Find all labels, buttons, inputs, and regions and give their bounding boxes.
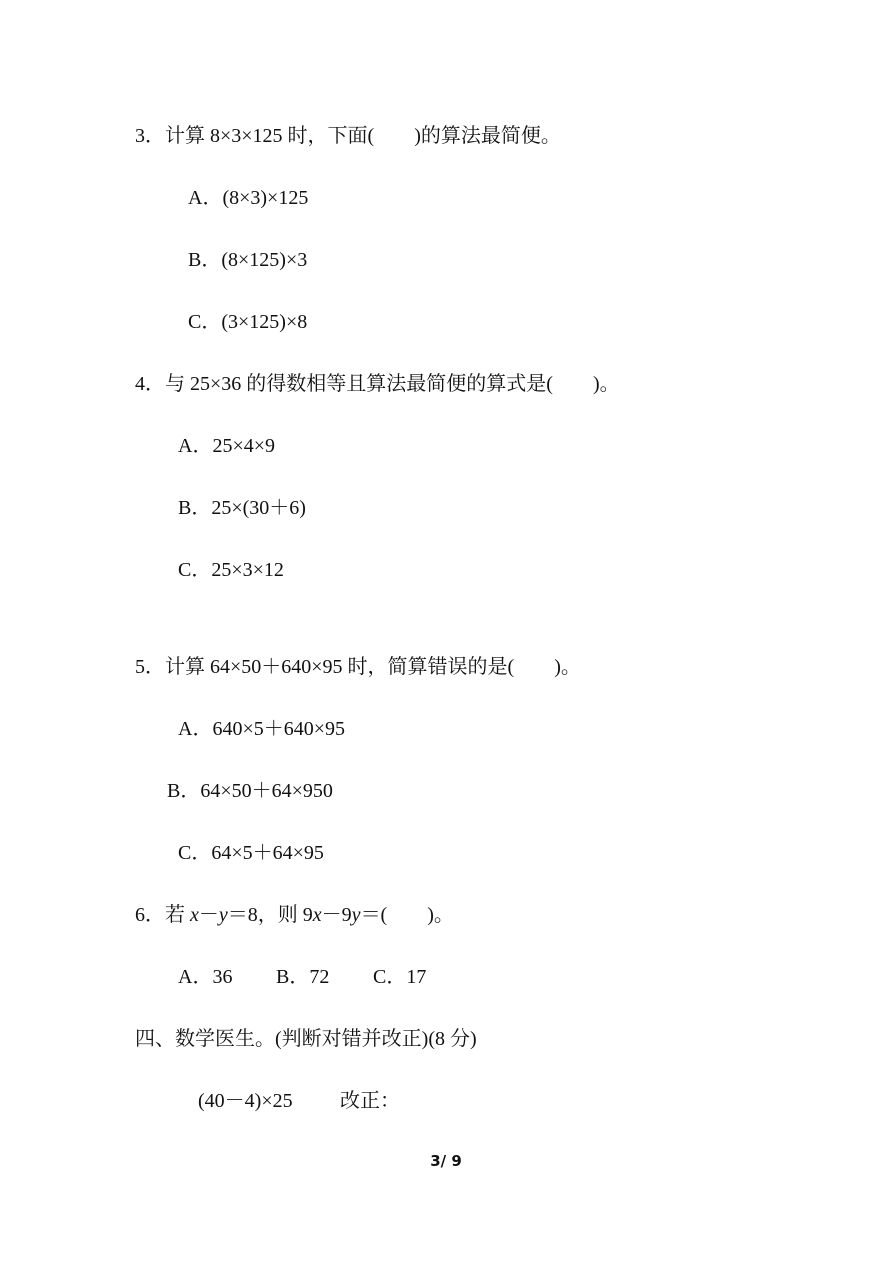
question-4-stem: 4．与 25×36 的得数相等且算法最简便的算式是( )。 [135, 373, 620, 395]
question-6-option-b: B．72 [276, 966, 330, 988]
question-5-option-c: C．64×5＋64×95 [178, 842, 324, 864]
question-3-stem: 3．计算 8×3×125 时，下面( )的算法最简便。 [135, 125, 561, 147]
question-3-option-c: C．(3×125)×8 [188, 311, 308, 333]
question-3-option-a: A．(8×3)×125 [188, 187, 309, 209]
question-6-option-a: A．36 [178, 966, 233, 988]
question-4-option-b: B．25×(30＋6) [178, 497, 306, 519]
question-5-option-a: A．640×5＋640×95 [178, 718, 346, 740]
section-4-title: 四、数学医生。(判断对错并改正)(8 分) [135, 1028, 477, 1050]
question-5-stem: 5．计算 64×50＋640×95 时，简算错误的是( )。 [135, 656, 581, 678]
question-5-option-b: B．64×50＋64×950 [167, 780, 333, 802]
question-3-option-b: B．(8×125)×3 [188, 249, 308, 271]
question-6-option-c: C．17 [373, 966, 427, 988]
page-indicator: 3/ 9 [430, 1152, 462, 1170]
question-4-option-a: A．25×4×9 [178, 435, 276, 457]
section-4-expression: (40－4)×25 [198, 1090, 293, 1112]
section-4-correction-label: 改正： [340, 1090, 400, 1112]
question-4-option-c: C．25×3×12 [178, 559, 284, 581]
question-6-stem: 6．若 x－y＝8，则 9x－9y＝( )。 [135, 904, 454, 926]
